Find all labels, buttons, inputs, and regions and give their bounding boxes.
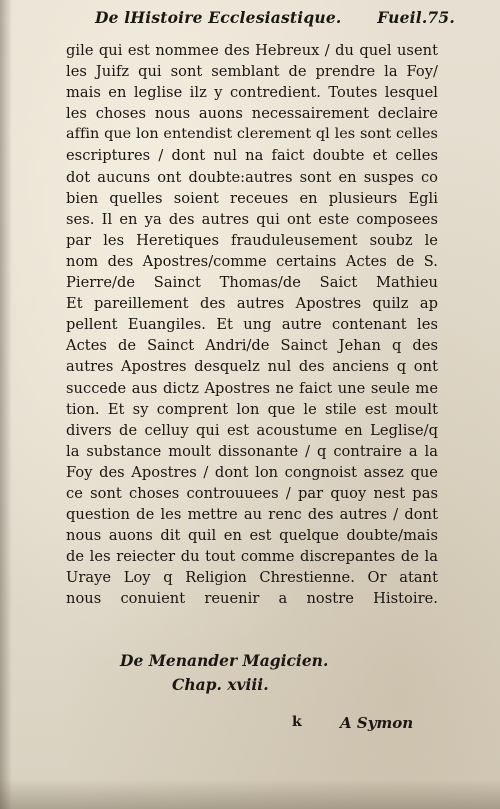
body-text — [66, 40, 438, 610]
text-line: autres Apostres desquelz nul des anciens q ont — [66, 358, 438, 376]
text-line: nous conuient reuenir a nostre Histoire. — [66, 590, 438, 608]
running-title: De lHistoire Ecclesiastique. — [95, 8, 342, 27]
folio-number: Fueil.75. — [377, 8, 455, 27]
page-shadow-bottom — [0, 779, 500, 809]
text-line: les Juifz qui sont semblant de prendre la Foy/ — [66, 63, 438, 81]
text-line: nous auons dit quil en est quelque doubte/mais — [66, 527, 438, 545]
text-line: les choses nous auons necessairement declaire — [66, 105, 438, 123]
text-line: Et pareillement des autres Apostres quilz ap — [66, 295, 438, 313]
page-shadow-left — [0, 0, 12, 809]
catchword: A Symon — [340, 714, 414, 732]
text-line: Actes de Sainct Andri/de Sainct Jehan q des — [66, 337, 438, 355]
text-line: question de les mettre au renc des autres / dont — [66, 506, 438, 524]
text-line: la substance moult dissonante / q contraire a la — [66, 442, 438, 460]
text-line: de les reiecter du tout comme discrepantes de la — [66, 548, 438, 566]
text-line: escriptures / dont nul na faict doubte et celles — [66, 147, 438, 165]
text-line: par les Heretiques frauduleusement soubz le — [66, 231, 438, 249]
chapter-number: Chap. xviii. — [172, 675, 269, 694]
text-line: affin que lon entendist clerement ql les sont celles — [66, 126, 438, 143]
text-line: divers de celluy qui est acoustume en Leglise/q — [66, 421, 438, 439]
text-line: dot aucuns ont doubte:autres sont en suspes co — [66, 168, 438, 186]
text-line: gile qui est nommee des Hebreux / du quel usent — [66, 42, 438, 59]
text-line: ses. Il en ya des autres qui ont este composees — [66, 210, 438, 228]
text-line: Foy des Apostres / dont lon congnoist assez que — [66, 463, 438, 481]
text-line: ce sont choses controuuees / par quoy nest pas — [66, 484, 438, 502]
running-head — [95, 8, 455, 27]
text-line: pellent Euangiles. Et ung autre contenant les — [66, 316, 438, 334]
text-line: Uraye Loy q Religion Chrestienne. Or atant — [66, 569, 438, 587]
text-line: mais en leglise ilz y contredient. Toutes lesquel — [66, 84, 438, 102]
text-line: tion. Et sy comprent lon que le stile est moult — [66, 400, 438, 418]
text-line: succede aus dictz Apostres ne faict une seule me — [66, 379, 438, 397]
text-line: nom des Apostres/comme certains Actes de S. — [66, 252, 438, 270]
signature-mark: k — [292, 714, 302, 730]
chapter-title: De Menander Magicien. — [120, 651, 329, 670]
text-line: bien quelles soient receues en plusieurs Egli — [66, 189, 438, 207]
text-line: Pierre/de Sainct Thomas/de Saict Mathieu — [66, 274, 438, 292]
